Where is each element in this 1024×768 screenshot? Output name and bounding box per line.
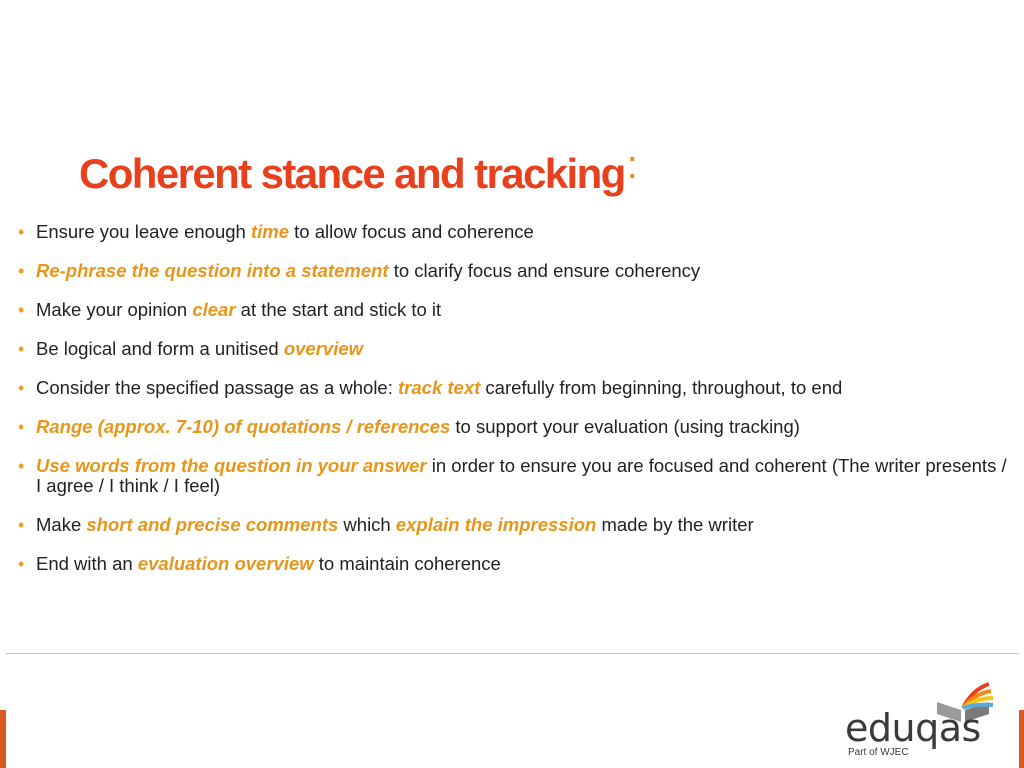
bullet-emphasis-text: Re-phrase the question into a statement [36,260,389,281]
bullet-text: End with an [36,553,138,574]
bullet-text: to support your evaluation (using tracking) [450,416,800,437]
bullet-text: made by the writer [596,514,754,535]
bullet-emphasis-text: explain the impression [395,514,597,535]
bullet-item [18,339,1008,359]
bullet-text: which [338,514,396,535]
bullet-dot-icon: • [18,378,25,398]
bullet-emphasis-text: Range (approx. 7-10) of quotations / references [36,416,451,437]
bullet-dot-icon: • [18,554,25,574]
bullet-dot-icon: • [18,515,25,535]
eduqas-logo [845,680,995,762]
bullet-text: in order to ensure you are focused and coherent (The writer presents / I agree / I think / I feel) [36,455,1007,496]
logo-subtitle: Part of WJEC [848,747,909,758]
bullet-text: Make your opinion [36,299,193,320]
bullet-item [18,378,1008,398]
bullet-dot-icon: • [18,222,25,242]
bullet-item [18,300,1008,320]
bullet-dot-icon: • [18,417,25,437]
bullet-dot-icon: • [18,261,25,281]
bullet-emphasis-text: evaluation overview [137,553,314,574]
bullet-text: carefully from beginning, throughout, to end [480,377,843,398]
bullet-emphasis-text: time [250,221,290,242]
bullet-emphasis-text: Use words from the question in your answer [36,455,427,476]
right-edge-accent [1019,710,1024,768]
bullet-dot-icon: • [18,300,25,320]
footer-divider [6,653,1019,654]
bullet-text: to allow focus and coherence [289,221,534,242]
bullet-emphasis-text: clear [192,299,236,320]
bullet-item [18,417,1008,437]
bullet-text: Be logical and form a unitised [36,338,284,359]
logo-wordmark: eduqas [845,706,981,750]
bullet-text: Consider the specified passage as a whole: [36,377,398,398]
bullet-list [18,222,1008,593]
bullet-item [18,261,1008,281]
bullet-emphasis-text: track text [398,377,481,398]
bullet-item [18,554,1008,574]
slide-title-colon: : [626,143,637,187]
bullet-item [18,456,1008,496]
bullet-text: Ensure you leave enough [36,221,251,242]
bullet-item [18,222,1008,242]
bullet-dot-icon: • [18,339,25,359]
bullet-text: to clarify focus and ensure coherency [388,260,701,281]
bullet-text: Make [36,514,87,535]
left-edge-accent [0,710,6,768]
bullet-text: at the start and stick to it [235,299,442,320]
slide-title-text: Coherent stance and tracking [79,150,625,197]
slide-title [79,143,637,198]
bullet-emphasis-text: short and precise comments [86,514,339,535]
bullet-text: to maintain coherence [313,553,501,574]
bullet-emphasis-text: overview [283,338,364,359]
bullet-item [18,515,1008,535]
bullet-dot-icon: • [18,456,25,476]
